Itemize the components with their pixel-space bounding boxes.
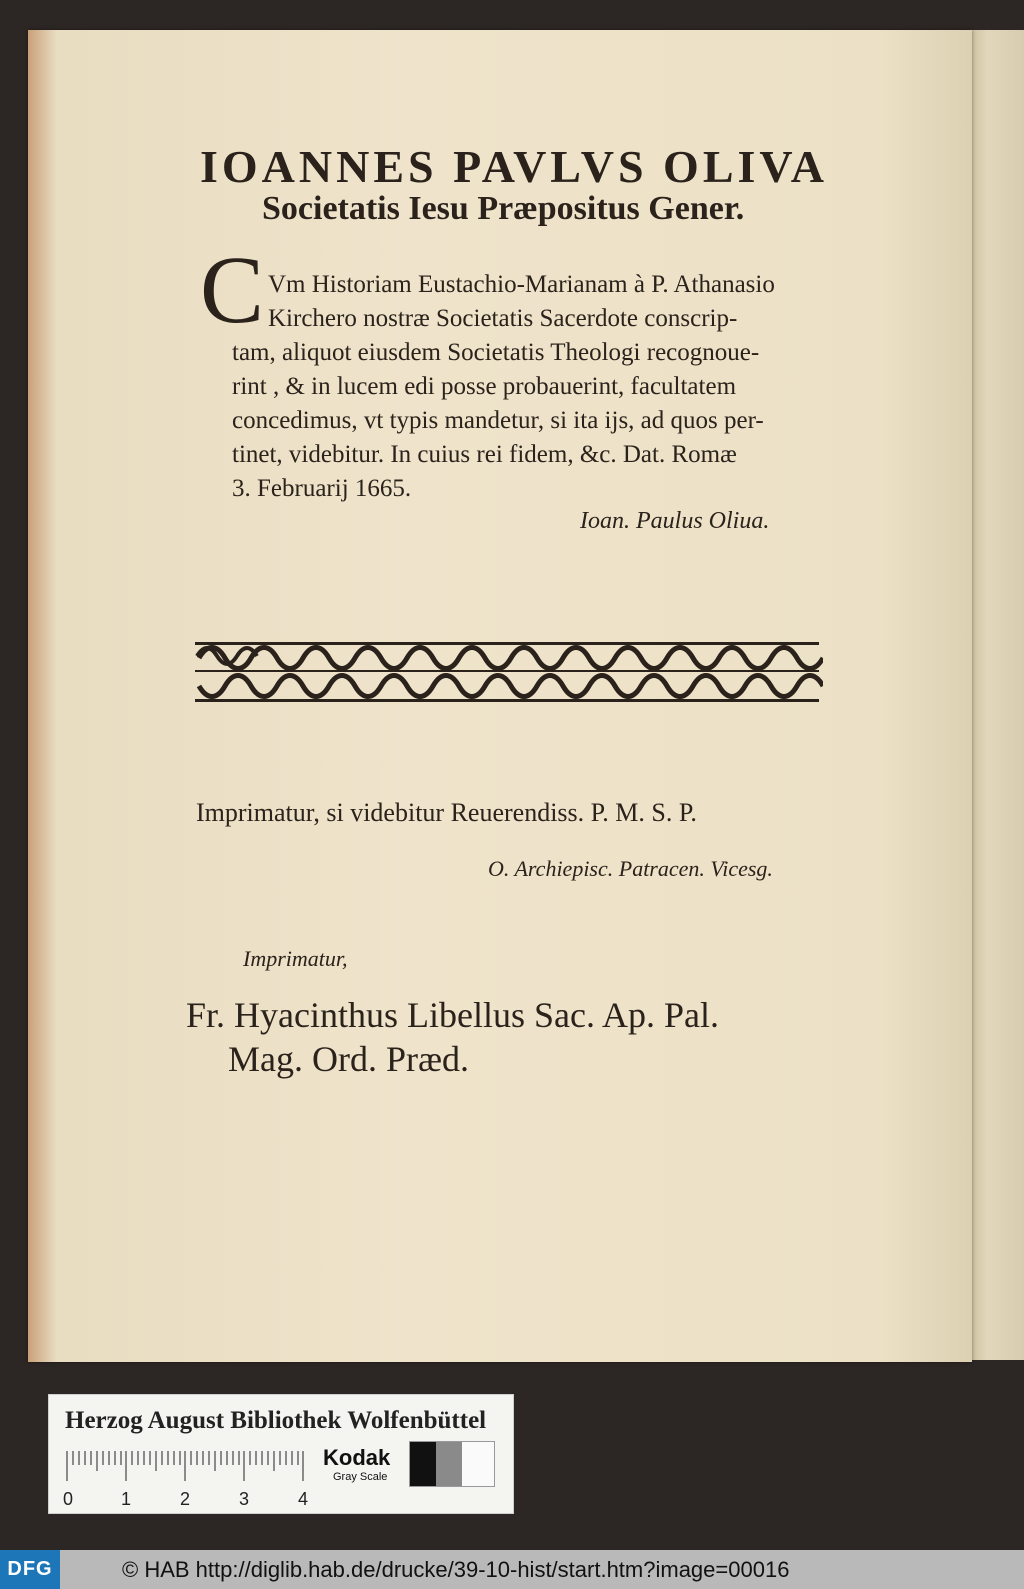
page-title: IOANNES PAVLVS OLIVA: [200, 141, 828, 192]
ruler-number: 3: [239, 1489, 250, 1509]
imprimatur-line: Imprimatur,: [243, 946, 348, 971]
paragraph-line: tinet, videbitur. In cuius rei fidem, &c. Dat. Romæ: [232, 441, 737, 468]
paragraph-line: Kirchero nostræ Societatis Sacerdote conscrip-: [268, 305, 738, 332]
footer-bar: [0, 1550, 1024, 1589]
imprimatur-line: Imprimatur, si videbitur Reuerendiss. P. M. S. P.: [196, 798, 697, 827]
copyright-link[interactable]: © HAB http://diglib.hab.de/drucke/39-10-hist/start.htm?image=00016: [122, 1557, 790, 1582]
swatch-white: [462, 1442, 494, 1486]
ruler-number: 2: [180, 1489, 191, 1509]
ruler-number: 0: [63, 1489, 74, 1509]
page-subtitle: Societatis Iesu Præpositus Gener.: [262, 190, 745, 227]
kodak-brand: Kodak: [323, 1445, 391, 1470]
approver-name: Fr. Hyacinthus Libellus Sac. Ap. Pal.: [186, 995, 719, 1035]
drop-cap: C: [200, 236, 265, 343]
dfg-logo: DFG: [0, 1550, 60, 1589]
library-label: [48, 1394, 514, 1514]
swatch-gray: [436, 1442, 462, 1486]
swatch-black: [410, 1442, 436, 1486]
signature: Ioan. Paulus Oliua.: [580, 508, 770, 534]
ruler: [63, 1447, 313, 1511]
library-name: Herzog August Bibliothek Wolfenbüttel: [65, 1407, 487, 1434]
body-paragraph: [232, 268, 852, 506]
ornament-border: [193, 636, 823, 706]
facing-page-edge: [968, 30, 1024, 1360]
ruler-number: 4: [298, 1489, 309, 1509]
ruler-number: 1: [121, 1489, 132, 1509]
signature: O. Archiepisc. Patracen. Vicesg.: [488, 856, 773, 881]
paragraph-line: rint , & in lucem edi posse probauerint, facultatem: [232, 373, 737, 400]
gray-scale-label: Gray Scale: [333, 1471, 388, 1483]
paragraph-line: tam, aliquot eiusdem Societatis Theologi recognoue-: [232, 339, 760, 366]
approver-title: Mag. Ord. Præd.: [228, 1039, 469, 1079]
gray-scale-swatches: [409, 1441, 495, 1487]
paragraph-line: Vm Historiam Eustachio-Marianam à P. Athanasio: [268, 271, 775, 298]
paragraph-line: 3. Februarij 1665.: [232, 475, 412, 502]
paragraph-line: concedimus, vt typis mandetur, si ita ijs, ad quos per-: [232, 407, 764, 434]
